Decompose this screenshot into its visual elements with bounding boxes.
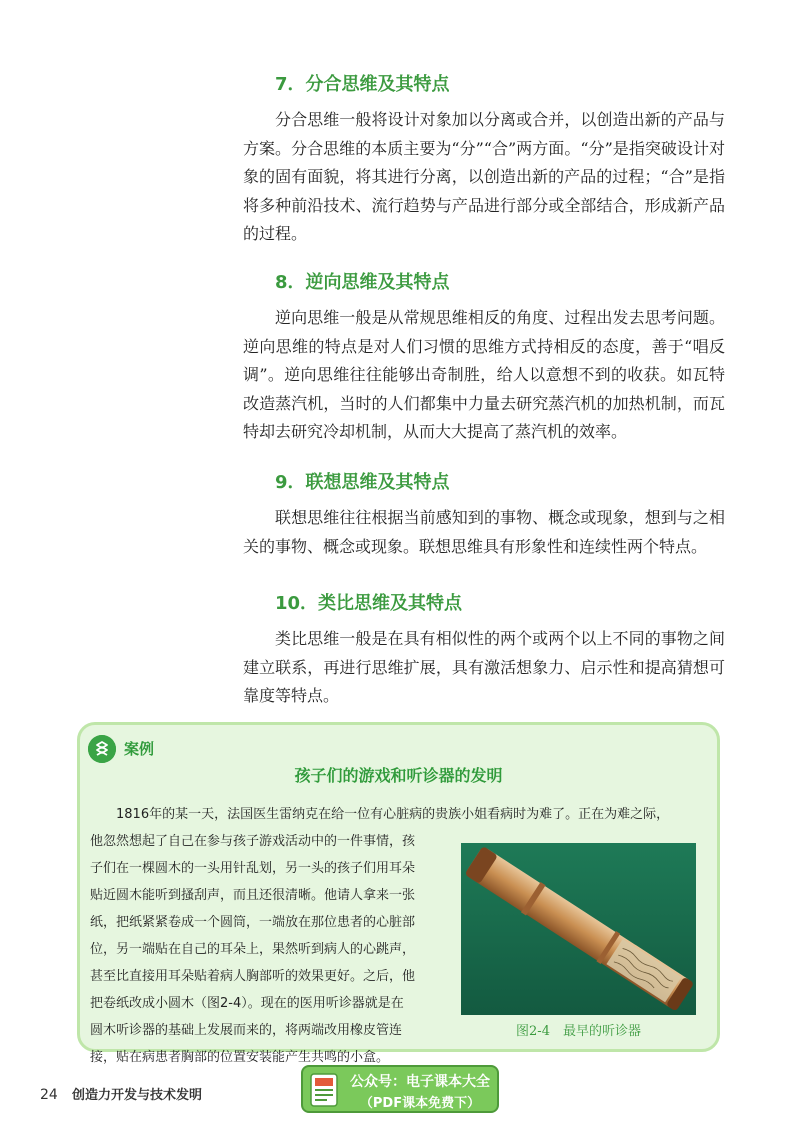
case-title: 孩子们的游戏和听诊器的发明 [294,766,503,785]
case-text-line: 位，另一端贴在自己的耳朵上，果然听到病人的心跳声， [90,942,416,957]
case-text-line: 子们在一棵圆木的一头用针乱划，另一头的孩子们用耳朵 [90,861,416,876]
case-text-line: 贴近圆木能听到搔刮声，而且还很清晰。他请人拿来一张 [90,888,416,903]
watermark-line-2: （PDF课本免费下） [359,1096,481,1111]
watermark-line-1: 公众号：电子课本大全 [350,1074,490,1090]
case-label: 案例 [124,740,155,758]
figure-caption: 图2-4 最早的听诊器 [516,1024,641,1039]
section-paragraph: 分合思维一般将设计对象加以分离或合并，以创造出新的产品与方案。分合思维的本质主要为“分”“合”两方面。“分”是指突破设计对象的固有面貌，将其进行分离，以创造出新的产品的过程；“合”是指将多种前沿技术、流行趋势与产品进行部分或全部结合，形成新产品的过程。 [243,110,725,243]
section-10 [243,589,725,711]
case-badge-icon [88,735,116,763]
case-box [77,722,720,1065]
section-heading: 9．联想思维及其特点 [275,472,450,493]
book-icon [309,1072,339,1108]
case-text-line: 接，贴在病患者胸部的位置安装能产生共鸣的小盒。 [90,1050,390,1065]
section-paragraph: 逆向思维一般是从常规思维相反的角度、过程出发去思考问题。逆向思维的特点是对人们习惯的思维方式持相反的态度，善于“唱反调”。逆向思维往往能够出奇制胜，给人以意想不到的收获。如瓦特改造蒸汽机，当时的人们都集中力量去研究蒸汽机的加热机制，而瓦特却去研究冷却机制，从而大大提高了蒸汽机的效率。 [243,308,725,441]
section-paragraph: 类比思维一般是在具有相似性的两个或两个以上不同的事物之间建立联系，再进行思维扩展，具有激活想象力、启示性和提高猜想可靠度等特点。 [243,629,725,705]
section-9 [243,468,725,561]
case-text-line: 他忽然想起了自己在参与孩子游戏活动中的一件事情，孩 [90,834,416,849]
case-text-line: 把卷纸改成小圆木（图2-4）。现在的医用听诊器就是在 [90,996,404,1011]
section-7 [243,70,725,249]
page-number: 24 [40,1087,58,1103]
section-paragraph: 联想思维往往根据当前感知到的事物、概念或现象，想到与之相关的事物、概念或现象。联想思维具有形象性和连续性两个特点。 [243,508,725,556]
section-heading: 7．分合思维及其特点 [275,74,450,95]
stethoscope-photo [461,843,696,1015]
watermark-banner [301,1065,499,1113]
book-title: 创造力开发与技术发明 [71,1088,202,1103]
case-text-line: 纸，把纸紧紧卷成一个圆筒，一端放在那位患者的心脏部 [90,915,416,930]
case-text-line: 甚至比直接用耳朵贴着病人胸部听的效果更好。之后，他 [90,969,416,984]
section-heading: 8．逆向思维及其特点 [275,272,450,293]
case-text-line: 圆木听诊器的基础上发展而来的，将两端改用橡皮管连 [90,1023,403,1038]
section-heading: 10．类比思维及其特点 [275,593,463,614]
case-text-line: 1816年的某一天，法国医生雷纳克在给一位有心脏病的贵族小姐看病时为难了。正在为难之际， [116,807,670,822]
page-footer [40,1084,202,1103]
section-8 [243,268,725,447]
